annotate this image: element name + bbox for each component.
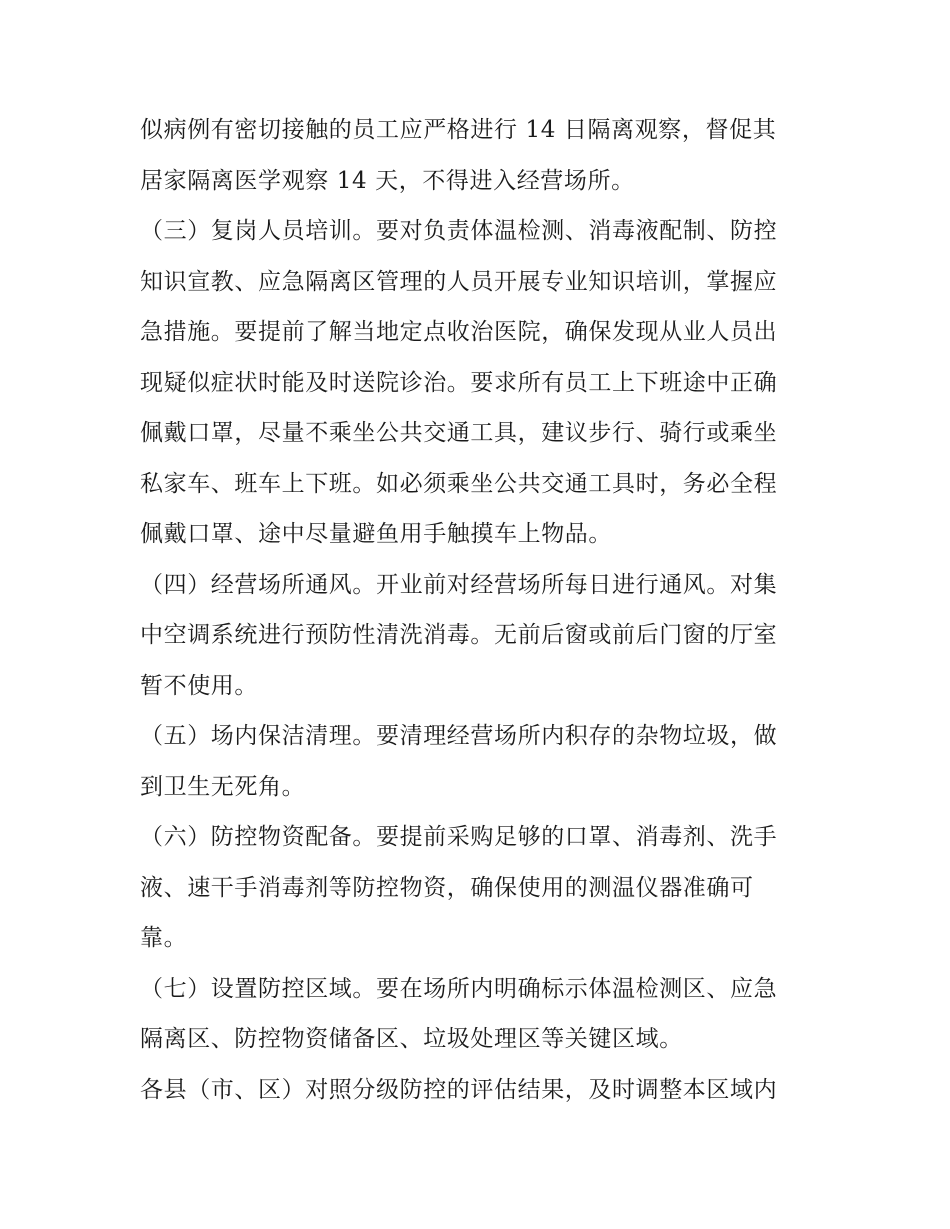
section-heading-line: （六）防控物资配备。要提前采购足够的口罩、消毒剂、洗手 — [140, 824, 778, 850]
text-line: 现疑似症状时能及时送院诊治。要求所有员工上下班途中正确 — [140, 370, 778, 396]
text-line: 隔离区、防控物资储备区、垃圾处理区等关键区域。 — [140, 1026, 683, 1052]
text-line: 知识宣教、应急隔离区管理的人员开展专业知识培训，掌握应 — [140, 269, 778, 295]
section-heading-line: （四）经营场所通风。开业前对经营场所每日进行通风。对集 — [140, 572, 778, 598]
text-line: 佩戴口罩，尽量不乘坐公共交通工具，建议步行、骑行或乘坐 — [140, 420, 778, 446]
text-line: 中空调系统进行预防性清洗消毒。无前后窗或前后门窗的厅室 — [140, 622, 778, 648]
text-line: 各县（市、区）对照分级防控的评估结果，及时调整本区域内 — [140, 1077, 778, 1103]
text-line: 似病例有密切接触的员工应严格进行 14 日隔离观察，督促其 — [140, 117, 777, 143]
section-heading-line: （七）设置防控区域。要在场所内明确标示体温检测区、应急 — [140, 976, 778, 1002]
text-line: 佩戴口罩、途中尽量避鱼用手触摸车上物品。 — [140, 521, 612, 547]
text-line: 急措施。要提前了解当地定点收治医院，确保发现从业人员出 — [140, 319, 778, 345]
section-heading-line: （三）复岗人员培训。要对负责体温检测、消毒液配制、防控 — [140, 218, 778, 244]
text-line: 私家车、班车上下班。如必须乘坐公共交通工具时，务必全程 — [140, 471, 778, 497]
section-heading-line: （五）场内保洁清理。要清理经营场所内积存的杂物垃圾，做 — [140, 723, 778, 749]
text-line: 液、速干手消毒剂等防控物资，确保使用的测温仪器准确可 — [140, 875, 754, 901]
text-line: 到卫生无死角。 — [140, 774, 306, 800]
text-line: 居家隔离医学观察 14 天，不得进入经营场所。 — [140, 168, 635, 194]
text-line: 暂不使用。 — [140, 673, 258, 699]
text-line: 靠。 — [140, 925, 188, 951]
